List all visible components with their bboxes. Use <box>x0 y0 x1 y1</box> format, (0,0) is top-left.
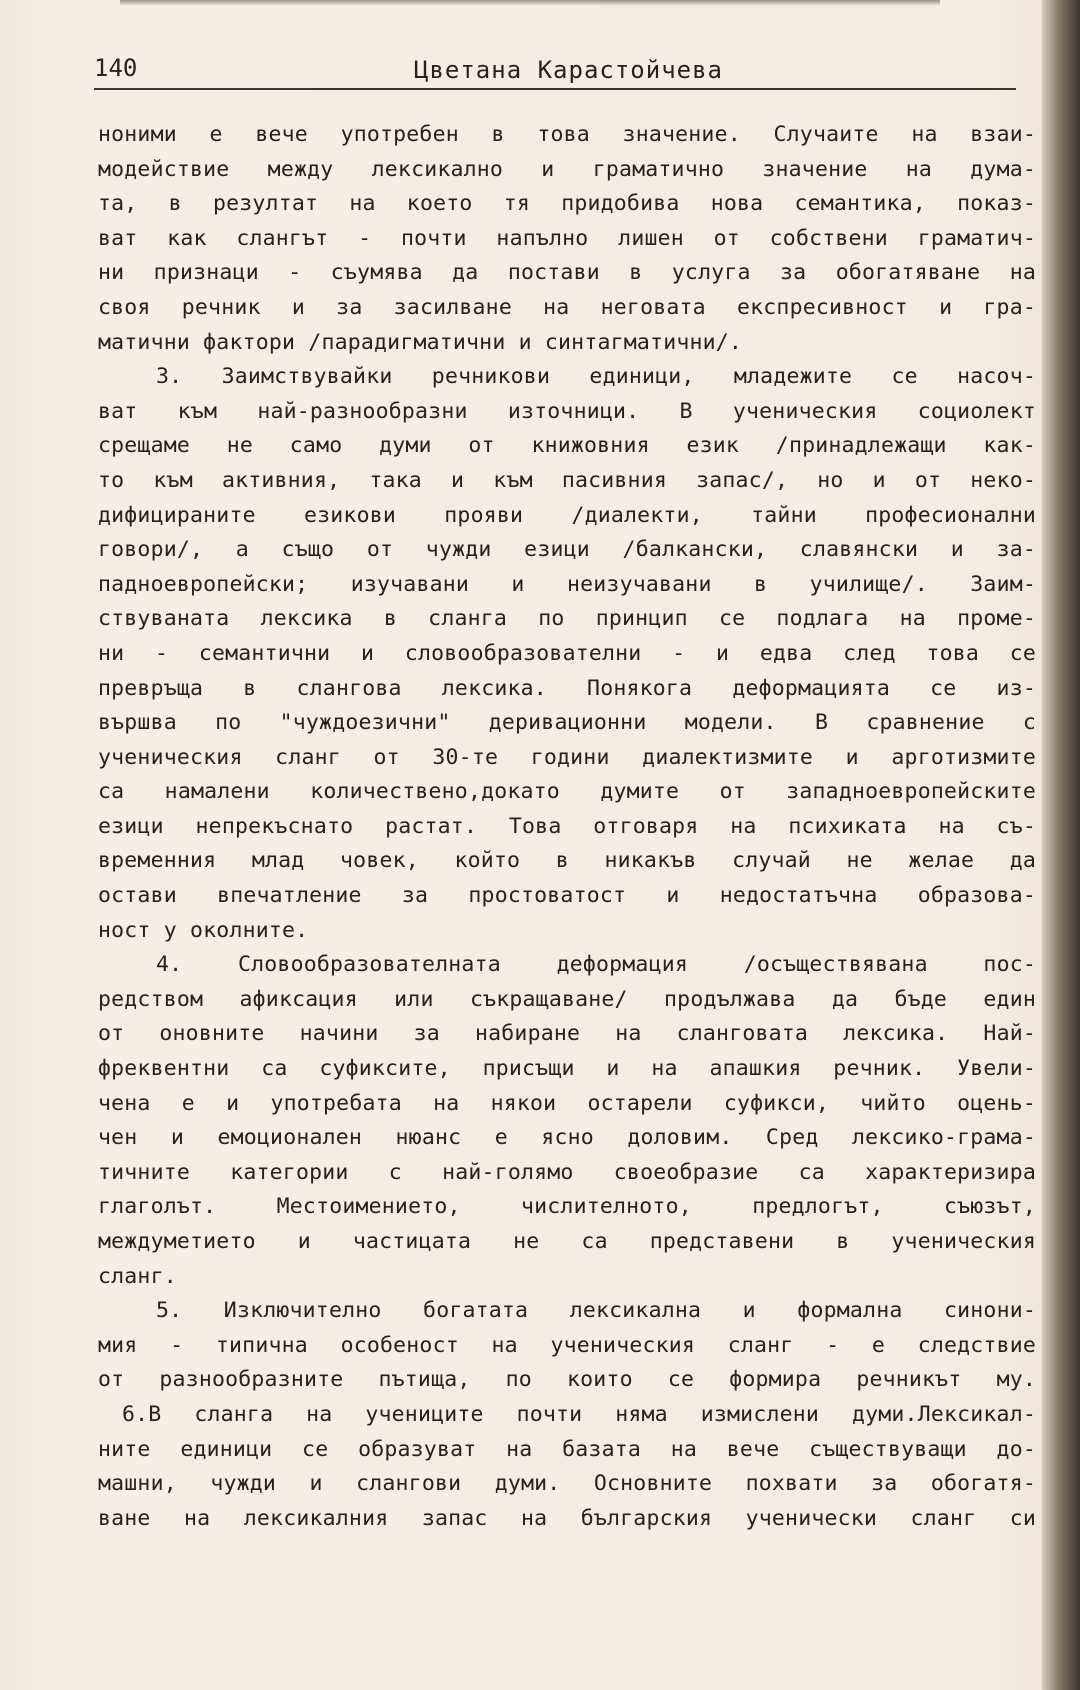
text-line: ноними е вече употребен в това значение. Случаите на взаи- <box>98 122 1036 147</box>
page-number: 140 <box>94 54 138 82</box>
text-line: ване на лексикалния запас на българския ученически сланг си <box>98 1505 1036 1531</box>
text-line: езици непрекъснато растат. Това отговаря на психиката на съ- <box>98 813 1036 839</box>
text-line: дифицираните езикови прояви /диалекти, тайни професионални <box>98 502 1036 528</box>
text-line: ни - семантични и словообразователни - и едва след това се <box>98 640 1036 666</box>
text-line: модействие между лексикално и граматично значение на дума- <box>98 156 1036 182</box>
paragraph-start: 5. Изключително богатата лексикална и формална синони- <box>156 1298 1036 1324</box>
text-line: срещаме не само думи от книжовния език /принадлежащи как- <box>98 433 1036 459</box>
text-line: ват към най-разнообразни източници. В ученическия социолект <box>98 398 1036 424</box>
text-line: ни признаци - съумява да постави в услуга за обогатяване на <box>98 260 1036 286</box>
text-line: чена е и употребата на някои остарели суфикси, чийто оцень- <box>98 1090 1036 1116</box>
text-line: машни, чужди и слангови думи. Основните похвати за обогатя- <box>98 1471 1036 1497</box>
paragraph-start: 6.В сланга на учениците почти няма измислени думи.Лексикал- <box>122 1401 1036 1427</box>
page-top-shadow <box>120 0 940 6</box>
text-line: вършва по "чуждоезични" деривационни модели. В сравнение с <box>98 710 1036 736</box>
text-line: то към активния, така и към пасивния запас/, но и от неко- <box>98 467 1036 493</box>
text-line: временния млад човек, който в никакъв случай не желае да <box>98 848 1036 874</box>
text-line: превръща в слангова лексика. Понякога деформацията се из- <box>98 675 1036 701</box>
text-line: от оновните начини за набиране на слангoвата лексика. Най- <box>98 1021 1036 1047</box>
text-line: редством афиксация или съкращаване/ продължава да бъде един <box>98 986 1036 1012</box>
text-line: говори/, а също от чужди езици /балкански, славянски и за- <box>98 537 1036 563</box>
text-line: та, в резултат на което тя придобива нова семантика, показ- <box>98 191 1036 217</box>
page-header <box>94 48 1016 90</box>
text-line: ните единици се образуват на базата на вече съществуващи до- <box>98 1436 1036 1462</box>
text-line: остави впечатление за простоватост и недостатъчна образова- <box>98 883 1036 909</box>
text-line: ствуваната лексика в сланга по принцип се подлага на проме- <box>98 606 1036 632</box>
paragraph-start: 4. Словообразователната деформация /осъществявана пос- <box>156 952 1036 978</box>
paragraph-start: 3. Заимствувайки речникови единици, младежите се насоч- <box>156 364 1036 390</box>
text-line: ност у околните. <box>98 917 309 943</box>
text-line: глаголът. Местоимението, числителното, предлогът, съюзът, <box>98 1194 1036 1220</box>
text-line: фреквентни са суфиксите, присъщи и на апашкия речник. Увели- <box>98 1056 1036 1082</box>
text-line: са намалени количествено,докато думите от западноевропейските <box>98 779 1036 805</box>
text-line: тичните категории с най-голямо своеобразие са характеризира <box>98 1159 1036 1185</box>
text-line: от разнообразните пътища, по които се формира речникът му. <box>98 1367 1036 1393</box>
text-line: междуметието и частицата не са представени в ученическия <box>98 1229 1036 1254</box>
text-line: ват как слангът - почти напълно лишен от собствени граматич- <box>98 225 1036 251</box>
text-line: падноевропейски; изучавани и неизучавани в училище/. Заим- <box>98 571 1036 597</box>
text-line: мия - типична особеност на ученическия сланг - е следствие <box>98 1332 1036 1358</box>
text-line: ученическия сланг от 30-те години диалектизмите и арготизмите <box>98 744 1036 770</box>
text-line: своя речник и за засилване на неговата експресивност и гра- <box>98 294 1036 320</box>
text-line: матични фактори /парадигматични и синтагматични/. <box>98 329 743 355</box>
book-spine-shadow <box>1042 0 1080 1690</box>
body-text <box>98 118 1036 1536</box>
text-line: сланг. <box>98 1263 177 1289</box>
running-head: Цветана Карастойчева <box>414 56 723 84</box>
text-line: чен и емоционален нюанс е ясно доловим. Сред лексико-грама- <box>98 1125 1036 1151</box>
